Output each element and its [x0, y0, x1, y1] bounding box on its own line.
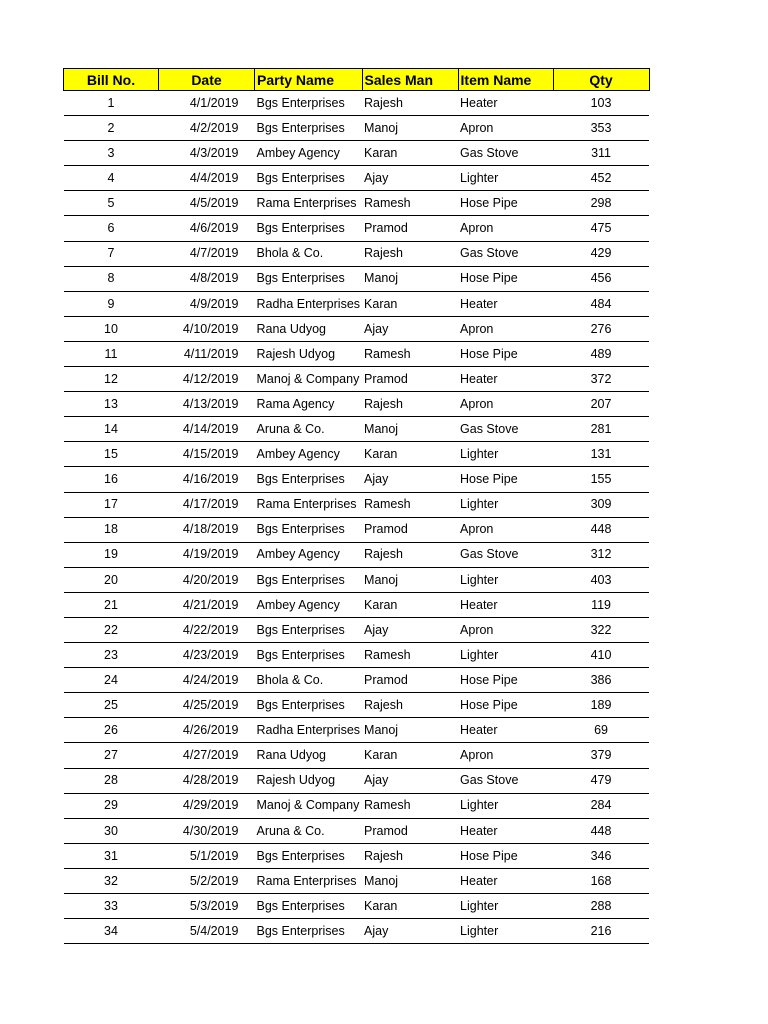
cell-bill-no[interactable]: 15 [64, 442, 159, 467]
cell-qty[interactable]: 311 [553, 141, 649, 166]
table-row [64, 216, 650, 241]
cell-qty[interactable]: 189 [553, 693, 649, 718]
cell-item-name[interactable]: Apron [458, 517, 553, 542]
cell-party-name[interactable]: Rama Agency [255, 392, 363, 417]
table-row [64, 668, 650, 693]
cell-sales-man[interactable]: Ramesh [362, 341, 458, 366]
cell-bill-no[interactable]: 34 [64, 919, 159, 944]
cell-qty[interactable]: 452 [553, 166, 649, 191]
cell-sales-man[interactable]: Karan [362, 291, 458, 316]
table-row [64, 166, 650, 191]
cell-qty[interactable]: 131 [553, 442, 649, 467]
table-row [64, 91, 650, 116]
cell-item-name[interactable]: Gas Stove [458, 542, 553, 567]
cell-qty[interactable]: 288 [553, 894, 649, 919]
cell-qty[interactable]: 207 [553, 392, 649, 417]
cell-bill-no[interactable]: 3 [64, 141, 159, 166]
cell-item-name[interactable]: Heater [458, 91, 553, 116]
cell-item-name[interactable]: Hose Pipe [458, 341, 553, 366]
cell-date[interactable]: 4/10/2019 [159, 316, 255, 341]
cell-sales-man[interactable]: Ramesh [362, 492, 458, 517]
cell-party-name[interactable]: Bgs Enterprises [255, 843, 363, 868]
table-row [64, 392, 650, 417]
cell-item-name[interactable]: Lighter [458, 567, 553, 592]
cell-qty[interactable]: 372 [553, 367, 649, 392]
header-row [64, 69, 650, 91]
cell-date[interactable]: 4/7/2019 [159, 241, 255, 266]
cell-date[interactable]: 4/23/2019 [159, 643, 255, 668]
cell-item-name[interactable]: Hose Pipe [458, 467, 553, 492]
cell-date[interactable]: 4/27/2019 [159, 743, 255, 768]
cell-date[interactable]: 4/30/2019 [159, 818, 255, 843]
table-row [64, 793, 650, 818]
cell-sales-man[interactable]: Rajesh [362, 392, 458, 417]
cell-sales-man[interactable]: Rajesh [362, 843, 458, 868]
cell-qty[interactable]: 281 [553, 417, 649, 442]
cell-sales-man[interactable]: Karan [362, 592, 458, 617]
table-row [64, 542, 650, 567]
cell-qty[interactable]: 284 [553, 793, 649, 818]
cell-bill-no[interactable]: 22 [64, 617, 159, 642]
cell-qty[interactable]: 353 [553, 116, 649, 141]
cell-bill-no[interactable]: 13 [64, 392, 159, 417]
table-row [64, 743, 650, 768]
cell-sales-man[interactable]: Pramod [362, 818, 458, 843]
cell-date[interactable]: 5/4/2019 [159, 919, 255, 944]
cell-date[interactable]: 4/9/2019 [159, 291, 255, 316]
cell-bill-no[interactable]: 23 [64, 643, 159, 668]
cell-sales-man[interactable]: Ramesh [362, 191, 458, 216]
cell-sales-man[interactable]: Pramod [362, 216, 458, 241]
cell-party-name[interactable]: Manoj & Company [255, 367, 363, 392]
table-row [64, 768, 650, 793]
table-row [64, 643, 650, 668]
table-row [64, 367, 650, 392]
cell-party-name[interactable]: Bgs Enterprises [255, 894, 363, 919]
cell-sales-man[interactable]: Karan [362, 141, 458, 166]
cell-party-name[interactable]: Bgs Enterprises [255, 266, 363, 291]
header-qty[interactable]: Qty [553, 69, 649, 91]
table-row [64, 818, 650, 843]
cell-date[interactable]: 4/13/2019 [159, 392, 255, 417]
cell-date[interactable]: 4/28/2019 [159, 768, 255, 793]
cell-bill-no[interactable]: 5 [64, 191, 159, 216]
cell-bill-no[interactable]: 25 [64, 693, 159, 718]
cell-party-name[interactable]: Bgs Enterprises [255, 617, 363, 642]
cell-sales-man[interactable]: Rajesh [362, 693, 458, 718]
cell-date[interactable]: 4/29/2019 [159, 793, 255, 818]
cell-date[interactable]: 4/8/2019 [159, 266, 255, 291]
cell-sales-man[interactable]: Pramod [362, 367, 458, 392]
cell-date[interactable]: 5/2/2019 [159, 868, 255, 893]
cell-bill-no[interactable]: 32 [64, 868, 159, 893]
cell-date[interactable]: 4/17/2019 [159, 492, 255, 517]
cell-qty[interactable]: 475 [553, 216, 649, 241]
cell-bill-no[interactable]: 20 [64, 567, 159, 592]
table-row [64, 266, 650, 291]
cell-item-name[interactable]: Heater [458, 818, 553, 843]
cell-bill-no[interactable]: 33 [64, 894, 159, 919]
cell-party-name[interactable]: Bgs Enterprises [255, 693, 363, 718]
sales-table [63, 68, 650, 944]
table-row [64, 467, 650, 492]
cell-item-name[interactable]: Hose Pipe [458, 191, 553, 216]
cell-date[interactable]: 4/26/2019 [159, 718, 255, 743]
cell-date[interactable]: 4/25/2019 [159, 693, 255, 718]
cell-bill-no[interactable]: 31 [64, 843, 159, 868]
cell-bill-no[interactable]: 29 [64, 793, 159, 818]
cell-qty[interactable]: 379 [553, 743, 649, 768]
cell-qty[interactable]: 386 [553, 668, 649, 693]
table-body [64, 91, 650, 944]
cell-sales-man[interactable]: Karan [362, 442, 458, 467]
cell-qty[interactable]: 322 [553, 617, 649, 642]
table-row [64, 843, 650, 868]
cell-party-name[interactable]: Ambey Agency [255, 442, 363, 467]
cell-sales-man[interactable]: Pramod [362, 668, 458, 693]
cell-item-name[interactable]: Lighter [458, 166, 553, 191]
cell-item-name[interactable]: Apron [458, 216, 553, 241]
cell-date[interactable]: 4/14/2019 [159, 417, 255, 442]
header-sales-man[interactable]: Sales Man [362, 69, 458, 91]
cell-bill-no[interactable]: 17 [64, 492, 159, 517]
header-date[interactable]: Date [159, 69, 255, 91]
cell-party-name[interactable]: Rama Enterprises [255, 492, 363, 517]
cell-party-name[interactable]: Radha Enterprises [255, 718, 363, 743]
cell-qty[interactable]: 276 [553, 316, 649, 341]
cell-qty[interactable]: 448 [553, 517, 649, 542]
cell-bill-no[interactable]: 4 [64, 166, 159, 191]
cell-party-name[interactable]: Bhola & Co. [255, 668, 363, 693]
cell-item-name[interactable]: Gas Stove [458, 417, 553, 442]
cell-bill-no[interactable]: 6 [64, 216, 159, 241]
table-row [64, 492, 650, 517]
cell-item-name[interactable]: Lighter [458, 793, 553, 818]
cell-party-name[interactable]: Bgs Enterprises [255, 166, 363, 191]
cell-qty[interactable]: 103 [553, 91, 649, 116]
cell-date[interactable]: 4/20/2019 [159, 567, 255, 592]
cell-party-name[interactable]: Rana Udyog [255, 316, 363, 341]
cell-sales-man[interactable]: Manoj [362, 718, 458, 743]
table-row [64, 718, 650, 743]
header-bill-no[interactable]: Bill No. [64, 69, 159, 91]
header-party-name[interactable]: Party Name [255, 69, 363, 91]
cell-sales-man[interactable]: Karan [362, 894, 458, 919]
cell-bill-no[interactable]: 26 [64, 718, 159, 743]
cell-sales-man[interactable]: Ramesh [362, 793, 458, 818]
cell-party-name[interactable]: Bgs Enterprises [255, 919, 363, 944]
cell-item-name[interactable]: Apron [458, 116, 553, 141]
table-row [64, 894, 650, 919]
cell-item-name[interactable]: Lighter [458, 643, 553, 668]
table-row [64, 693, 650, 718]
cell-bill-no[interactable]: 10 [64, 316, 159, 341]
table-row [64, 291, 650, 316]
cell-date[interactable]: 4/18/2019 [159, 517, 255, 542]
cell-bill-no[interactable]: 16 [64, 467, 159, 492]
table-row [64, 517, 650, 542]
cell-date[interactable]: 4/19/2019 [159, 542, 255, 567]
cell-sales-man[interactable]: Rajesh [362, 542, 458, 567]
cell-item-name[interactable]: Hose Pipe [458, 266, 553, 291]
cell-date[interactable]: 5/3/2019 [159, 894, 255, 919]
cell-party-name[interactable]: Rama Enterprises [255, 868, 363, 893]
cell-qty[interactable]: 168 [553, 868, 649, 893]
cell-sales-man[interactable]: Ajay [362, 768, 458, 793]
cell-sales-man[interactable]: Ajay [362, 467, 458, 492]
cell-party-name[interactable]: Rajesh Udyog [255, 341, 363, 366]
cell-date[interactable]: 5/1/2019 [159, 843, 255, 868]
cell-qty[interactable]: 298 [553, 191, 649, 216]
cell-date[interactable]: 4/1/2019 [159, 91, 255, 116]
cell-qty[interactable]: 484 [553, 291, 649, 316]
cell-bill-no[interactable]: 18 [64, 517, 159, 542]
cell-sales-man[interactable]: Ajay [362, 617, 458, 642]
cell-party-name[interactable]: Bgs Enterprises [255, 91, 363, 116]
cell-bill-no[interactable]: 11 [64, 341, 159, 366]
cell-sales-man[interactable]: Rajesh [362, 91, 458, 116]
cell-date[interactable]: 4/12/2019 [159, 367, 255, 392]
cell-sales-man[interactable]: Karan [362, 743, 458, 768]
cell-qty[interactable]: 410 [553, 643, 649, 668]
cell-party-name[interactable]: Radha Enterprises [255, 291, 363, 316]
cell-date[interactable]: 4/2/2019 [159, 116, 255, 141]
header-item-name[interactable]: Item Name [458, 69, 553, 91]
cell-item-name[interactable]: Gas Stove [458, 141, 553, 166]
cell-bill-no[interactable]: 12 [64, 367, 159, 392]
cell-party-name[interactable]: Bgs Enterprises [255, 643, 363, 668]
cell-sales-man[interactable]: Ajay [362, 316, 458, 341]
cell-item-name[interactable]: Gas Stove [458, 241, 553, 266]
cell-qty[interactable]: 403 [553, 567, 649, 592]
cell-date[interactable]: 4/15/2019 [159, 442, 255, 467]
cell-qty[interactable]: 456 [553, 266, 649, 291]
table-row [64, 341, 650, 366]
table-row [64, 141, 650, 166]
table-row [64, 567, 650, 592]
cell-sales-man[interactable]: Manoj [362, 417, 458, 442]
cell-sales-man[interactable]: Manoj [362, 868, 458, 893]
cell-date[interactable]: 4/3/2019 [159, 141, 255, 166]
cell-item-name[interactable]: Lighter [458, 492, 553, 517]
cell-party-name[interactable]: Bgs Enterprises [255, 517, 363, 542]
cell-bill-no[interactable]: 1 [64, 91, 159, 116]
cell-bill-no[interactable]: 7 [64, 241, 159, 266]
cell-party-name[interactable]: Rajesh Udyog [255, 768, 363, 793]
cell-date[interactable]: 4/22/2019 [159, 617, 255, 642]
cell-bill-no[interactable]: 8 [64, 266, 159, 291]
cell-date[interactable]: 4/16/2019 [159, 467, 255, 492]
cell-party-name[interactable]: Aruna & Co. [255, 818, 363, 843]
cell-item-name[interactable]: Heater [458, 367, 553, 392]
cell-party-name[interactable]: Ambey Agency [255, 542, 363, 567]
cell-party-name[interactable]: Ambey Agency [255, 141, 363, 166]
cell-item-name[interactable]: Heater [458, 592, 553, 617]
cell-sales-man[interactable]: Ramesh [362, 643, 458, 668]
cell-item-name[interactable]: Heater [458, 868, 553, 893]
cell-date[interactable]: 4/24/2019 [159, 668, 255, 693]
cell-item-name[interactable]: Hose Pipe [458, 843, 553, 868]
cell-party-name[interactable]: Ambey Agency [255, 592, 363, 617]
cell-qty[interactable]: 346 [553, 843, 649, 868]
cell-sales-man[interactable]: Manoj [362, 567, 458, 592]
cell-bill-no[interactable]: 21 [64, 592, 159, 617]
cell-item-name[interactable]: Heater [458, 291, 553, 316]
cell-qty[interactable]: 312 [553, 542, 649, 567]
cell-item-name[interactable]: Lighter [458, 894, 553, 919]
table-row [64, 617, 650, 642]
cell-item-name[interactable]: Lighter [458, 919, 553, 944]
cell-item-name[interactable]: Hose Pipe [458, 668, 553, 693]
cell-bill-no[interactable]: 24 [64, 668, 159, 693]
cell-sales-man[interactable]: Manoj [362, 116, 458, 141]
cell-item-name[interactable]: Heater [458, 718, 553, 743]
cell-party-name[interactable]: Aruna & Co. [255, 417, 363, 442]
cell-date[interactable]: 4/5/2019 [159, 191, 255, 216]
cell-item-name[interactable]: Lighter [458, 442, 553, 467]
cell-party-name[interactable]: Rama Enterprises [255, 191, 363, 216]
cell-sales-man[interactable]: Ajay [362, 919, 458, 944]
table-row [64, 191, 650, 216]
table-row [64, 316, 650, 341]
cell-date[interactable]: 4/11/2019 [159, 341, 255, 366]
table-row [64, 241, 650, 266]
table-row [64, 919, 650, 944]
cell-qty[interactable]: 489 [553, 341, 649, 366]
cell-bill-no[interactable]: 2 [64, 116, 159, 141]
cell-party-name[interactable]: Bhola & Co. [255, 241, 363, 266]
cell-qty[interactable]: 448 [553, 818, 649, 843]
table-row [64, 417, 650, 442]
cell-item-name[interactable]: Apron [458, 316, 553, 341]
cell-bill-no[interactable]: 30 [64, 818, 159, 843]
cell-sales-man[interactable]: Pramod [362, 517, 458, 542]
cell-bill-no[interactable]: 19 [64, 542, 159, 567]
cell-date[interactable]: 4/4/2019 [159, 166, 255, 191]
cell-qty[interactable]: 155 [553, 467, 649, 492]
table-row [64, 116, 650, 141]
cell-party-name[interactable]: Bgs Enterprises [255, 116, 363, 141]
cell-qty[interactable]: 216 [553, 919, 649, 944]
cell-item-name[interactable]: Gas Stove [458, 768, 553, 793]
cell-bill-no[interactable]: 9 [64, 291, 159, 316]
cell-party-name[interactable]: Bgs Enterprises [255, 567, 363, 592]
cell-sales-man[interactable]: Manoj [362, 266, 458, 291]
cell-party-name[interactable]: Rana Udyog [255, 743, 363, 768]
cell-qty[interactable]: 479 [553, 768, 649, 793]
cell-item-name[interactable]: Hose Pipe [458, 693, 553, 718]
cell-party-name[interactable]: Bgs Enterprises [255, 216, 363, 241]
cell-date[interactable]: 4/21/2019 [159, 592, 255, 617]
cell-bill-no[interactable]: 27 [64, 743, 159, 768]
cell-bill-no[interactable]: 14 [64, 417, 159, 442]
cell-qty[interactable]: 119 [553, 592, 649, 617]
cell-item-name[interactable]: Apron [458, 617, 553, 642]
cell-sales-man[interactable]: Rajesh [362, 241, 458, 266]
table-row [64, 868, 650, 893]
cell-date[interactable]: 4/6/2019 [159, 216, 255, 241]
cell-item-name[interactable]: Apron [458, 743, 553, 768]
cell-party-name[interactable]: Manoj & Company [255, 793, 363, 818]
table-row [64, 592, 650, 617]
cell-party-name[interactable]: Bgs Enterprises [255, 467, 363, 492]
cell-item-name[interactable]: Apron [458, 392, 553, 417]
cell-qty[interactable]: 429 [553, 241, 649, 266]
table-row [64, 442, 650, 467]
cell-qty[interactable]: 309 [553, 492, 649, 517]
cell-bill-no[interactable]: 28 [64, 768, 159, 793]
cell-qty[interactable]: 69 [553, 718, 649, 743]
cell-sales-man[interactable]: Ajay [362, 166, 458, 191]
